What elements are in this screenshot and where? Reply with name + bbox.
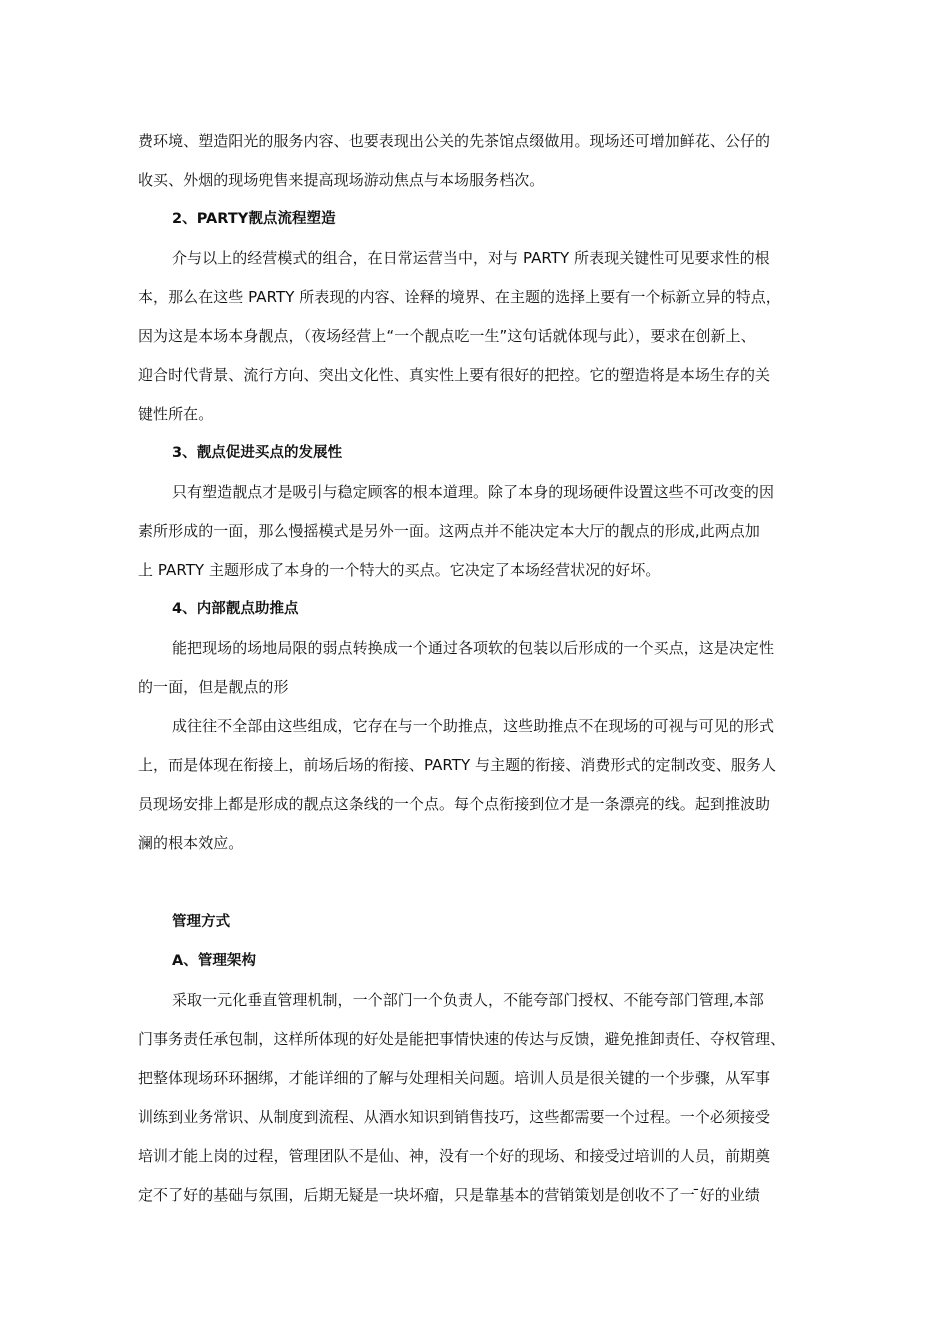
paragraph-line: 素所形成的一面，那么慢摇模式是另外一面。这两点并不能决定本大厅的靓点的形成,此两点加	[138, 522, 760, 540]
paragraph-line: 的一面，但是靓点的形	[138, 678, 289, 696]
paragraph-line: 采取一元化垂直管理机制，一个部门一个负责人，不能夸部门授权、不能夸部门管理,本部	[172, 991, 764, 1009]
paragraph-line: 门事务责任承包制，这样所体现的好处是能把事情快速的传达与反馈，避免推卸责任、夺权管理、	[138, 1030, 786, 1048]
paragraph-line: 只有塑造靓点才是吸引与稳定顾客的根本道理。除了本身的现场硬件设置这些不可改变的因	[172, 483, 775, 501]
paragraph-line: 本，那么在这些 PARTY 所表现的内容、诠释的境界、在主题的选择上要有一个标新立异的特点，	[138, 288, 781, 306]
section-heading: A、管理架构	[172, 953, 257, 969]
paragraph-line: 澜的根本效应。	[138, 834, 244, 852]
paragraph-line: 介与以上的经营模式的组合，在日常运营当中，对与 PARTY 所表现关键性可见要求性的根	[172, 249, 770, 267]
section-heading: 4、内部靓点助推点	[172, 601, 299, 617]
paragraph-line: 培训才能上岗的过程，管理团队不是仙、神，没有一个好的现场、和接受过培训的人员，前期奠	[138, 1147, 771, 1165]
paragraph-line: 上，而是体现在衔接上，前场后场的衔接、PARTY 与主题的衔接、消费形式的定制改变、服务人	[138, 756, 777, 774]
paragraph-line: 费环境、塑造阳光的服务内容、也要表现出公关的先茶馆点缀做用。现场还可增加鲜花、公仔的	[138, 132, 771, 150]
document-body	[138, 122, 818, 1215]
paragraph-line: 迎合时代背景、流行方向、突出文化性、真实性上要有很好的把控。它的塑造将是本场生存的关	[138, 366, 771, 384]
paragraph-line: 把整体现场环环捆绑，才能详细的了解与处理相关问题。培训人员是很关键的一个步骤，从军事	[138, 1069, 771, 1087]
paragraph-line: 员现场安排上都是形成的靓点这条线的一个点。每个点衔接到位才是一条漂亮的线。起到推波助	[138, 795, 771, 813]
paragraph-line: 因为这是本场本身靓点，（夜场经营上“一个靓点吃一生”这句话就体现与此），要求在创新上、	[138, 327, 756, 345]
paragraph-line: 定不了好的基础与氛围，后期无疑是一块坏瘤，只是靠基本的营销策划是创收不了一 ̄好的业绩	[138, 1186, 760, 1204]
paragraph-line: 收买、外烟的现场兜售来提高现场游动焦点与本场服务档次。	[138, 171, 545, 189]
paragraph-line: 键性所在。	[138, 405, 214, 423]
paragraph-line: 上 PARTY 主题形成了本身的一个特大的买点。它决定了本场经营状况的好坏。	[138, 561, 661, 579]
paragraph-line: 训练到业务常识、从制度到流程、从酒水知识到销售技巧，这些都需要一个过程。一个必须接受	[138, 1108, 771, 1126]
section-heading: 3、靓点促进买点的发展性	[172, 445, 343, 461]
paragraph-line: 能把现场的场地局限的弱点转换成一个通过各项软的包装以后形成的一个买点，这是决定性	[172, 639, 775, 657]
blank-spacer	[138, 863, 818, 903]
section-heading: 管理方式	[172, 914, 231, 930]
paragraph-line: 成往往不全部由这些组成，它存在与一个助推点，这些助推点不在现场的可视与可见的形式	[172, 717, 775, 735]
section-heading: 2、PARTY靓点流程塑造	[172, 211, 336, 227]
